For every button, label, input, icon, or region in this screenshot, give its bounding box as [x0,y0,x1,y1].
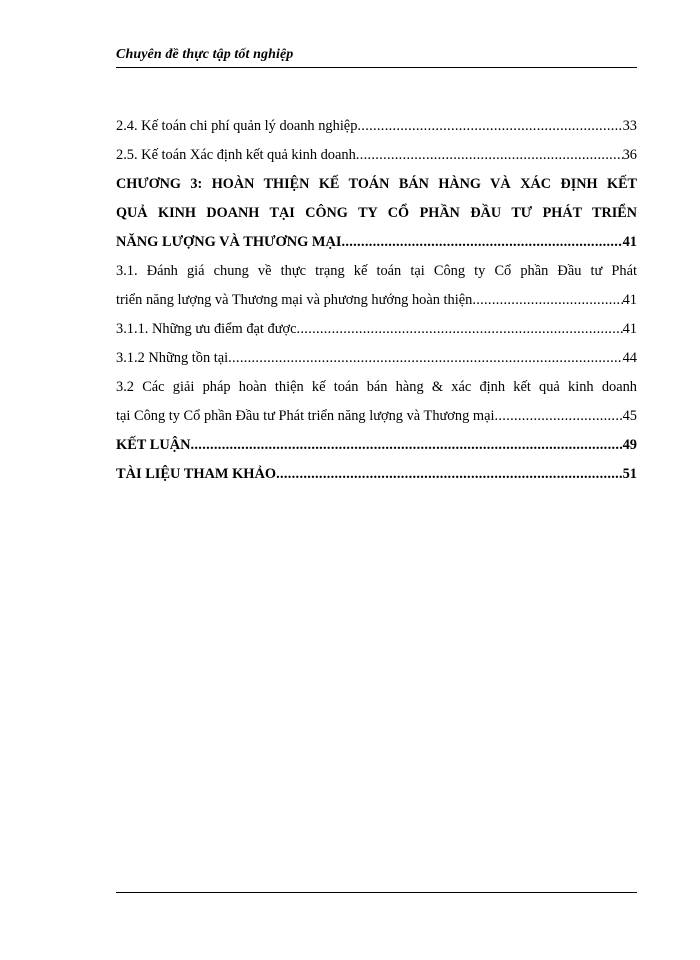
table-of-contents [116,112,637,489]
toc-leader-dots [357,112,622,141]
toc-leader-dots [297,315,623,344]
toc-entry-text: 3.1.2 Những tồn tại [116,350,229,366]
chapter-3-title-line-1: CHƯƠNG 3: HOÀN THIỆN KẾ TOÁN BÁN HÀNG VÀ XÁC ĐỊNH KẾT [116,176,637,192]
toc-entry-3-1[interactable] [116,257,637,315]
footer-divider [116,892,637,893]
toc-entry-references[interactable] [116,460,637,489]
toc-entry-text: tại Công ty Cổ phần Đầu tư Phát triển năng lượng và Thương mại [116,408,495,424]
toc-entry-conclusion[interactable] [116,431,637,460]
toc-entry-3-1-2[interactable] [116,344,637,373]
toc-entry-page: 33 [622,118,637,134]
toc-entry-text-line-2 [116,286,637,315]
page-header-title: Chuyên đề thực tập tốt nghiệp [116,47,294,62]
toc-entry-2-4[interactable] [116,112,637,141]
chapter-3-title-line-2: QUẢ KINH DOANH TẠI CÔNG TY CỔ PHẦN ĐẦU TƯ PHÁT TRIỂN [116,205,637,221]
toc-entry-text: 3.1.1. Những ưu điểm đạt được [116,321,297,337]
toc-entry-2-5[interactable] [116,141,637,170]
toc-entry-chapter-3[interactable] [116,170,637,257]
toc-entry-text-line-1: 3.2 Các giải pháp hoàn thiện kế toán bán hàng & xác định kết quả kinh doanh [116,379,637,395]
toc-entry-text-line-1: 3.1. Đánh giá chung về thực trạng kế toán tại Công ty Cổ phần Đầu tư Phát [116,263,637,279]
toc-entry-text-line-2 [116,402,637,431]
toc-entry-text: NĂNG LƯỢNG VÀ THƯƠNG MẠI [116,234,342,250]
toc-entry-page: 41 [622,292,637,308]
toc-entry-3-2[interactable] [116,373,637,431]
toc-leader-dots [276,460,623,489]
toc-leader-dots [472,286,622,315]
toc-entry-3-1-1[interactable] [116,315,637,344]
toc-entry-page: 36 [622,147,637,163]
header-divider [116,67,637,68]
toc-entry-page: 41 [622,234,637,250]
toc-entry-text: triển năng lượng và Thương mại và phương hướng hoàn thiện [116,292,473,308]
chapter-3-title-line-3 [116,228,637,257]
toc-entry-page: 41 [622,321,637,337]
toc-entry-page: 51 [622,466,637,482]
toc-entry-text: 2.5. Kế toán Xác định kết quả kinh doanh [116,147,356,163]
toc-entry-text: TÀI LIỆU THAM KHẢO [116,466,277,482]
toc-leader-dots [191,431,623,460]
toc-leader-dots [341,228,622,257]
toc-entry-page: 44 [622,350,637,366]
toc-entry-text: 2.4. Kế toán chi phí quản lý doanh nghiệp [116,118,358,134]
toc-leader-dots [495,402,623,431]
toc-leader-dots [228,344,622,373]
toc-entry-text: KẾT LUẬN [116,437,191,453]
toc-entry-page: 45 [622,408,637,424]
toc-entry-page: 49 [622,437,637,453]
toc-leader-dots [356,141,623,170]
